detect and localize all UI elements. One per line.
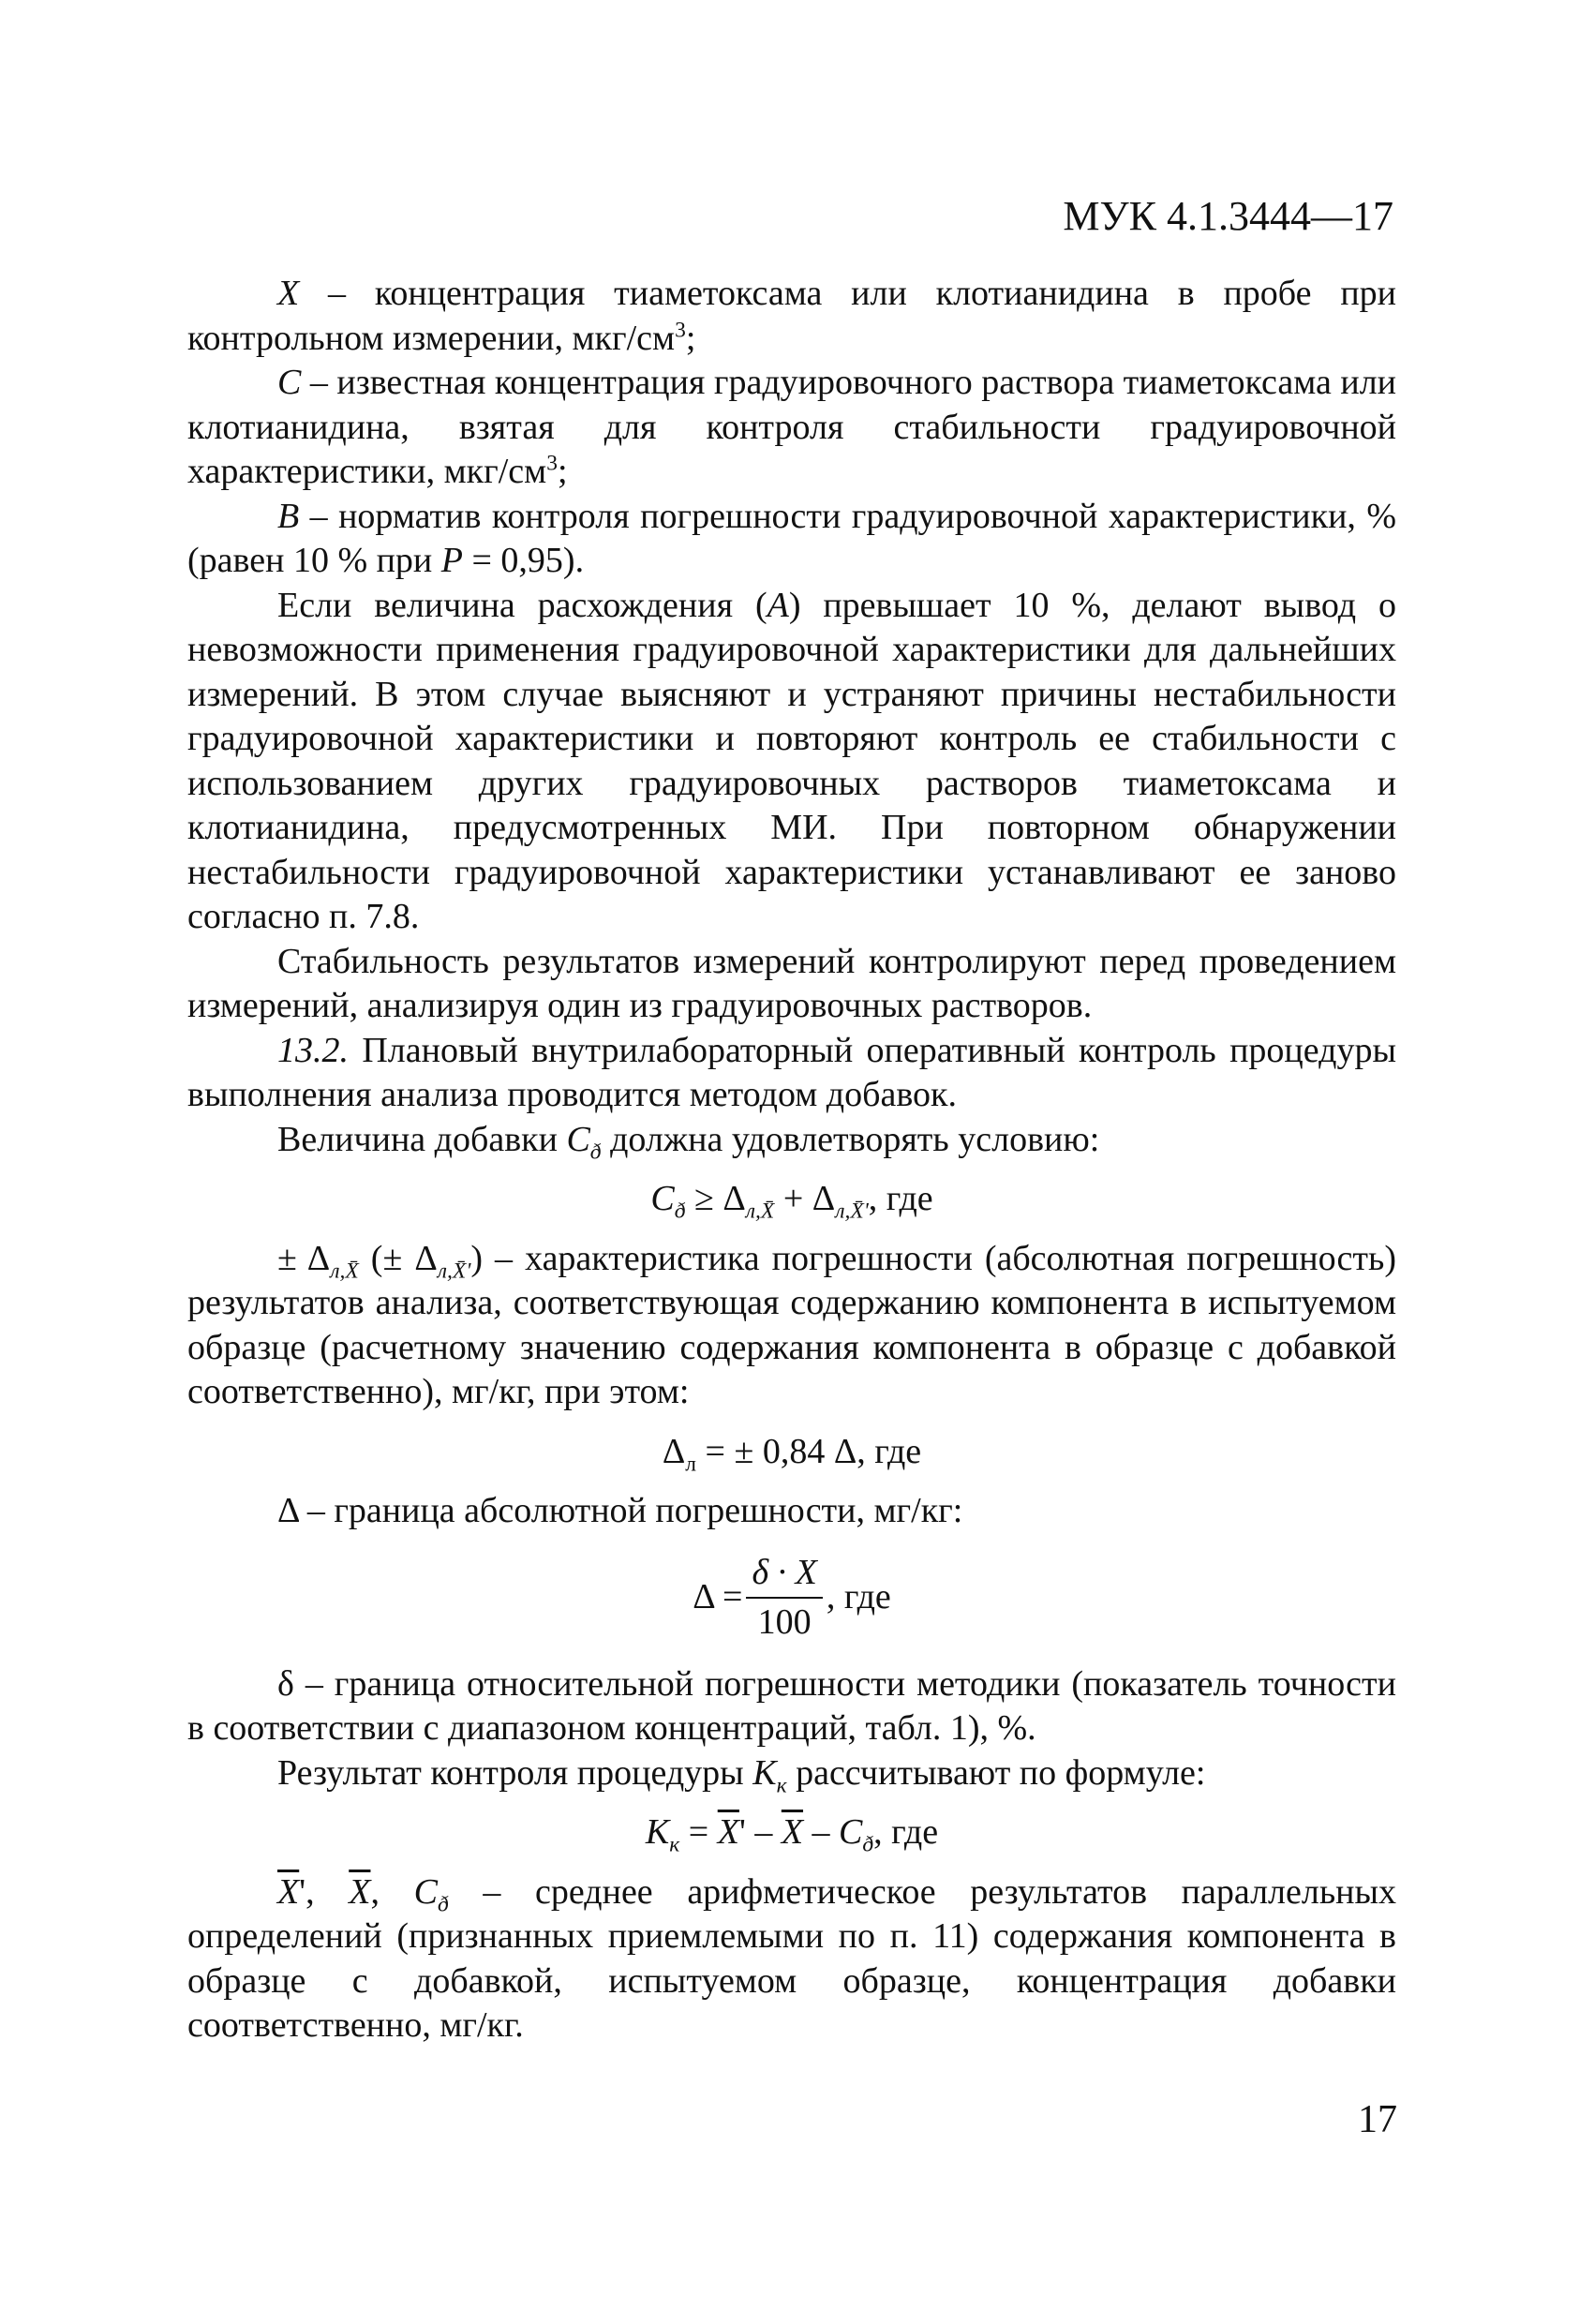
document-code: МУК 4.1.3444—17 <box>1063 193 1393 239</box>
text: Результат контроля процедуры <box>277 1752 753 1793</box>
symbol-k: K <box>752 1752 777 1793</box>
symbol-x-bar: $\overline{X}$ <box>781 1812 804 1852</box>
text: = <box>679 1812 718 1852</box>
symbol-x-bar: $\overline{X}$ <box>717 1812 739 1852</box>
text: , <box>370 1871 414 1912</box>
text: должна удовлетворять условию: <box>601 1119 1100 1159</box>
text: – <box>745 1812 782 1852</box>
symbol: X <box>277 274 300 313</box>
text: ) – характеристика погрешности (абсолютная погрешность) результатов анализа, соответствующая содержанию компонента в испытуемом образце (расчетному значению содержания компонента в образце с добавкой соответственно), мг/кг, при этом: <box>187 1238 1396 1411</box>
definition-text: – известная концентрация градуировочного раствора тиаметоксама или клотианидина, взятая для контроля стабильности градуировочной характеристики, мкг/см <box>187 363 1397 491</box>
symbol: K <box>645 1812 670 1852</box>
subscript: л,X̄' <box>835 1199 869 1224</box>
text: , где <box>826 1577 891 1617</box>
subscript: ð <box>589 1140 602 1165</box>
symbol: C <box>413 1871 438 1912</box>
symbol-x-bar: $\overline{X}$ <box>349 1871 371 1912</box>
definition-end: ; <box>557 452 568 491</box>
paragraph-13-2 <box>187 1029 1396 1118</box>
text: Δ = <box>693 1577 743 1617</box>
text: , <box>305 1871 350 1912</box>
definition-text: – концентрация тиаметоксама или клотианидина в пробе при контрольном измерении, мкг/см <box>187 274 1396 358</box>
subscript: ð <box>437 1892 449 1917</box>
formula-kk <box>187 1810 1396 1855</box>
definition-end: = 0,95). <box>463 541 585 580</box>
symbol-x-bar: $\overline{X}$ <box>277 1871 300 1912</box>
text: Плановый внутрилабораторный оперативный контроль процедуры выполнения анализа проводится методом добавок. <box>187 1030 1396 1114</box>
document-body <box>187 272 1396 2048</box>
text: = ± 0,84 Δ, где <box>696 1431 922 1471</box>
subscript: л,X̄ <box>745 1199 775 1224</box>
symbol-c: C <box>566 1119 590 1159</box>
subscript: ð <box>862 1832 874 1857</box>
paragraph-stability: Стабильность результатов измерений контролируют перед проведением измерений, анализируя один из градуировочных растворов. <box>187 941 1396 1025</box>
text: – <box>803 1812 840 1852</box>
text: ≥ Δ <box>685 1179 746 1218</box>
symbol: C <box>277 363 302 402</box>
subscript: л,X̄ <box>330 1259 359 1284</box>
subscript: к <box>776 1773 787 1798</box>
text: , где <box>873 1812 939 1852</box>
paragraph-mean <box>187 1870 1396 2048</box>
formula-delta-l <box>187 1430 1396 1475</box>
page-number: 17 <box>1358 2098 1397 2141</box>
paragraph-divergence <box>187 584 1396 940</box>
superscript: 3 <box>675 317 686 342</box>
formula-condition <box>187 1177 1396 1222</box>
paragraph-rel-error: δ – граница относительной погрешности методики (показатель точности в соответствии с диапазоном концентраций, табл. 1), %. <box>187 1663 1396 1748</box>
paragraph-additive <box>187 1118 1396 1163</box>
symbol: C <box>839 1812 863 1852</box>
denominator: 100 <box>757 1602 812 1642</box>
definition-c <box>187 361 1396 495</box>
definition-b <box>187 495 1396 584</box>
text: Если величина расхождения ( <box>277 585 767 625</box>
text: + Δ <box>774 1179 836 1218</box>
text: – среднее арифметическое результатов параллельных определений (признанных приемлемыми по п. 11) содержания компонента в образце с добавкой, испытуемом образце, концентрация добавки соответственно, мг/кг. <box>187 1871 1397 2045</box>
paragraph-result <box>187 1751 1396 1796</box>
subscript: л <box>685 1452 697 1477</box>
superscript: 3 <box>546 451 558 476</box>
symbol-p: P <box>440 541 463 580</box>
text: ± Δ <box>277 1238 331 1278</box>
text: ) превышает 10 %, делают вывод о невозможности применения градуировочной характеристики для дальнейших измерений. В этом случае выясняют и устраняют причины нестабильности градуировочной характеристики и повторяют контроль ее стабильности с использованием других градуировочных растворов тиаметоксама и клотианидина, предусмотренных МИ. При повторном обнаружении нестабильности градуировочной характеристики устанавливают ее заново согласно п. 7.8. <box>187 585 1396 936</box>
subscript: ð <box>674 1199 686 1224</box>
text: Величина добавки <box>277 1119 567 1159</box>
symbol: C <box>650 1179 675 1218</box>
definition-x <box>187 272 1396 361</box>
definition-end: ; <box>685 318 696 358</box>
text: Δ <box>662 1431 686 1471</box>
symbol: B <box>277 496 300 536</box>
symbol-a: A <box>767 585 789 625</box>
prime: ' <box>738 1812 746 1852</box>
text: , где <box>868 1179 933 1218</box>
fraction <box>746 1551 822 1646</box>
paragraph-error-characteristic <box>187 1237 1396 1415</box>
formula-delta <box>187 1551 1396 1646</box>
text: рассчитывают по формуле: <box>786 1752 1206 1793</box>
subscript: л,X̄' <box>437 1259 471 1284</box>
text: (± Δ <box>358 1238 438 1278</box>
section-number: 13.2. <box>277 1030 349 1070</box>
prime: ' <box>299 1871 306 1912</box>
definition-text: – норматив контроля погрешности градуировочной характеристики, % (равен 10 % при <box>187 496 1396 580</box>
paragraph-abs-error: Δ – граница абсолютной погрешности, мг/кг: <box>277 1491 963 1530</box>
subscript: к <box>669 1832 680 1857</box>
numerator: δ · X <box>746 1551 822 1600</box>
